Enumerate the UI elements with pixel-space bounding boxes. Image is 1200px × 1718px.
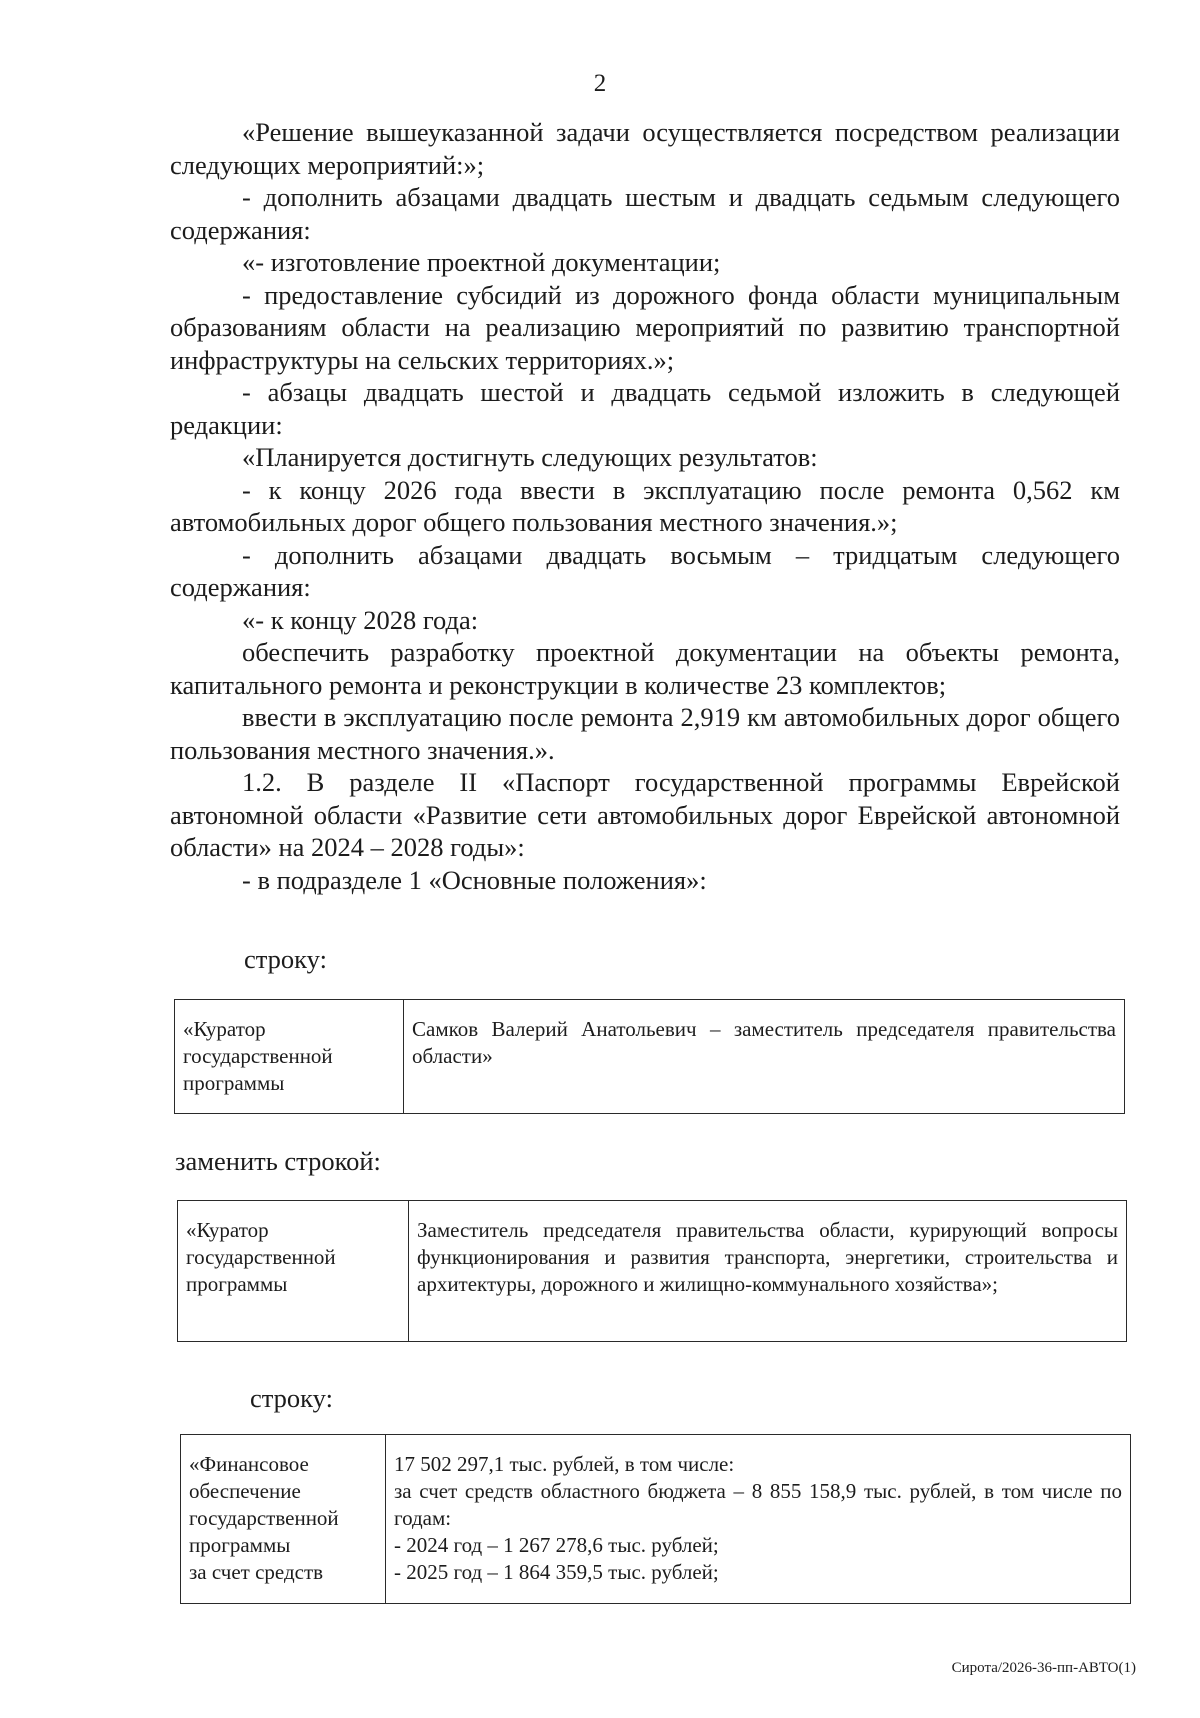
document-footer-code: Сирота/2026-36-пп-АВТО(1) xyxy=(951,1660,1136,1676)
table-old-curator xyxy=(174,999,1125,1114)
paragraph: 1.2. В разделе II «Паспорт государственной программы Еврейской автономной области «Развитие сети автомобильных дорог Еврейской автономной области» на 2024 – 2028 годы»: xyxy=(170,767,1120,862)
paragraph: - к концу 2026 года ввести в эксплуатацию после ремонта 0,562 км автомобильных дорог общего пользования местного значения.»; xyxy=(170,474,1120,537)
paragraph: «Планируется достигнуть следующих результатов: xyxy=(242,442,818,472)
cell-line: за счет средств областного бюджета – 8 855 158,9 тыс. рублей, в том числе по годам: xyxy=(394,1479,1122,1530)
paragraph: «Решение вышеуказанной задачи осуществляется посредством реализации следующих мероприятий:»; xyxy=(170,117,1120,180)
paragraph: - дополнить абзацами двадцать шестым и двадцать седьмым следующего содержания: xyxy=(170,182,1120,245)
cell-line: за счет средств xyxy=(189,1560,324,1584)
page-number: 2 xyxy=(593,70,607,97)
cell-line: 17 502 297,1 тыс. рублей, в том числе: xyxy=(394,1452,735,1476)
paragraph: ввести в эксплуатацию после ремонта 2,919 км автомобильных дорог общего пользования местного значения.». xyxy=(170,702,1120,765)
paragraph: - абзацы двадцать шестой и двадцать седьмой изложить в следующей редакции: xyxy=(170,377,1120,440)
cell-line: - 2024 год – 1 267 278,6 тыс. рублей; xyxy=(394,1533,719,1557)
cell-line: обеспечение xyxy=(189,1479,301,1503)
table-row xyxy=(178,1201,1127,1342)
paragraph: «- к концу 2028 года: xyxy=(242,604,479,635)
table-cell-value xyxy=(386,1435,1131,1604)
paragraph: - дополнить абзацами двадцать восьмым – тридцатым следующего содержания: xyxy=(170,539,1120,602)
table-finance xyxy=(180,1434,1131,1604)
paragraph: обеспечить разработку проектной документации на объекты ремонта, капитального ремонта и реконструкции в количестве 23 комплектов; xyxy=(170,637,1120,700)
table-cell-label: «Куратор государственной программы xyxy=(175,1000,404,1114)
body-text xyxy=(170,116,1120,896)
table-new-curator xyxy=(177,1200,1127,1342)
label-row-old: строку: xyxy=(244,944,327,974)
table-cell-label: «Куратор государственной программы xyxy=(178,1201,409,1342)
table-cell-value: Самков Валерий Анатольевич – заместитель председателя правительства области» xyxy=(404,1000,1125,1114)
label-replace: заменить строкой: xyxy=(175,1146,381,1176)
cell-line: государственной xyxy=(189,1506,339,1530)
paragraph: «- изготовление проектной документации; xyxy=(242,247,721,277)
table-row xyxy=(175,1000,1125,1114)
table-row xyxy=(181,1435,1131,1604)
table-cell-value: Заместитель председателя правительства области, курирующий вопросы функционирования и развития транспорта, энергетики, строительства и архитектуры, дорожного и жилищно-коммунального хозяйства»; xyxy=(409,1201,1127,1342)
cell-line: «Финансовое xyxy=(189,1452,309,1476)
label-row-finance: строку: xyxy=(250,1383,333,1413)
cell-line: - 2025 год – 1 864 359,5 тыс. рублей; xyxy=(394,1560,719,1584)
table-cell-label xyxy=(181,1435,386,1604)
paragraph: - в подразделе 1 «Основные положения»: xyxy=(242,864,707,895)
cell-line: программы xyxy=(189,1533,291,1557)
paragraph: - предоставление субсидий из дорожного фонда области муниципальным образованиям области на реализацию мероприятий по развитию транспортной инфраструктуры на сельских территориях.»; xyxy=(170,279,1120,375)
